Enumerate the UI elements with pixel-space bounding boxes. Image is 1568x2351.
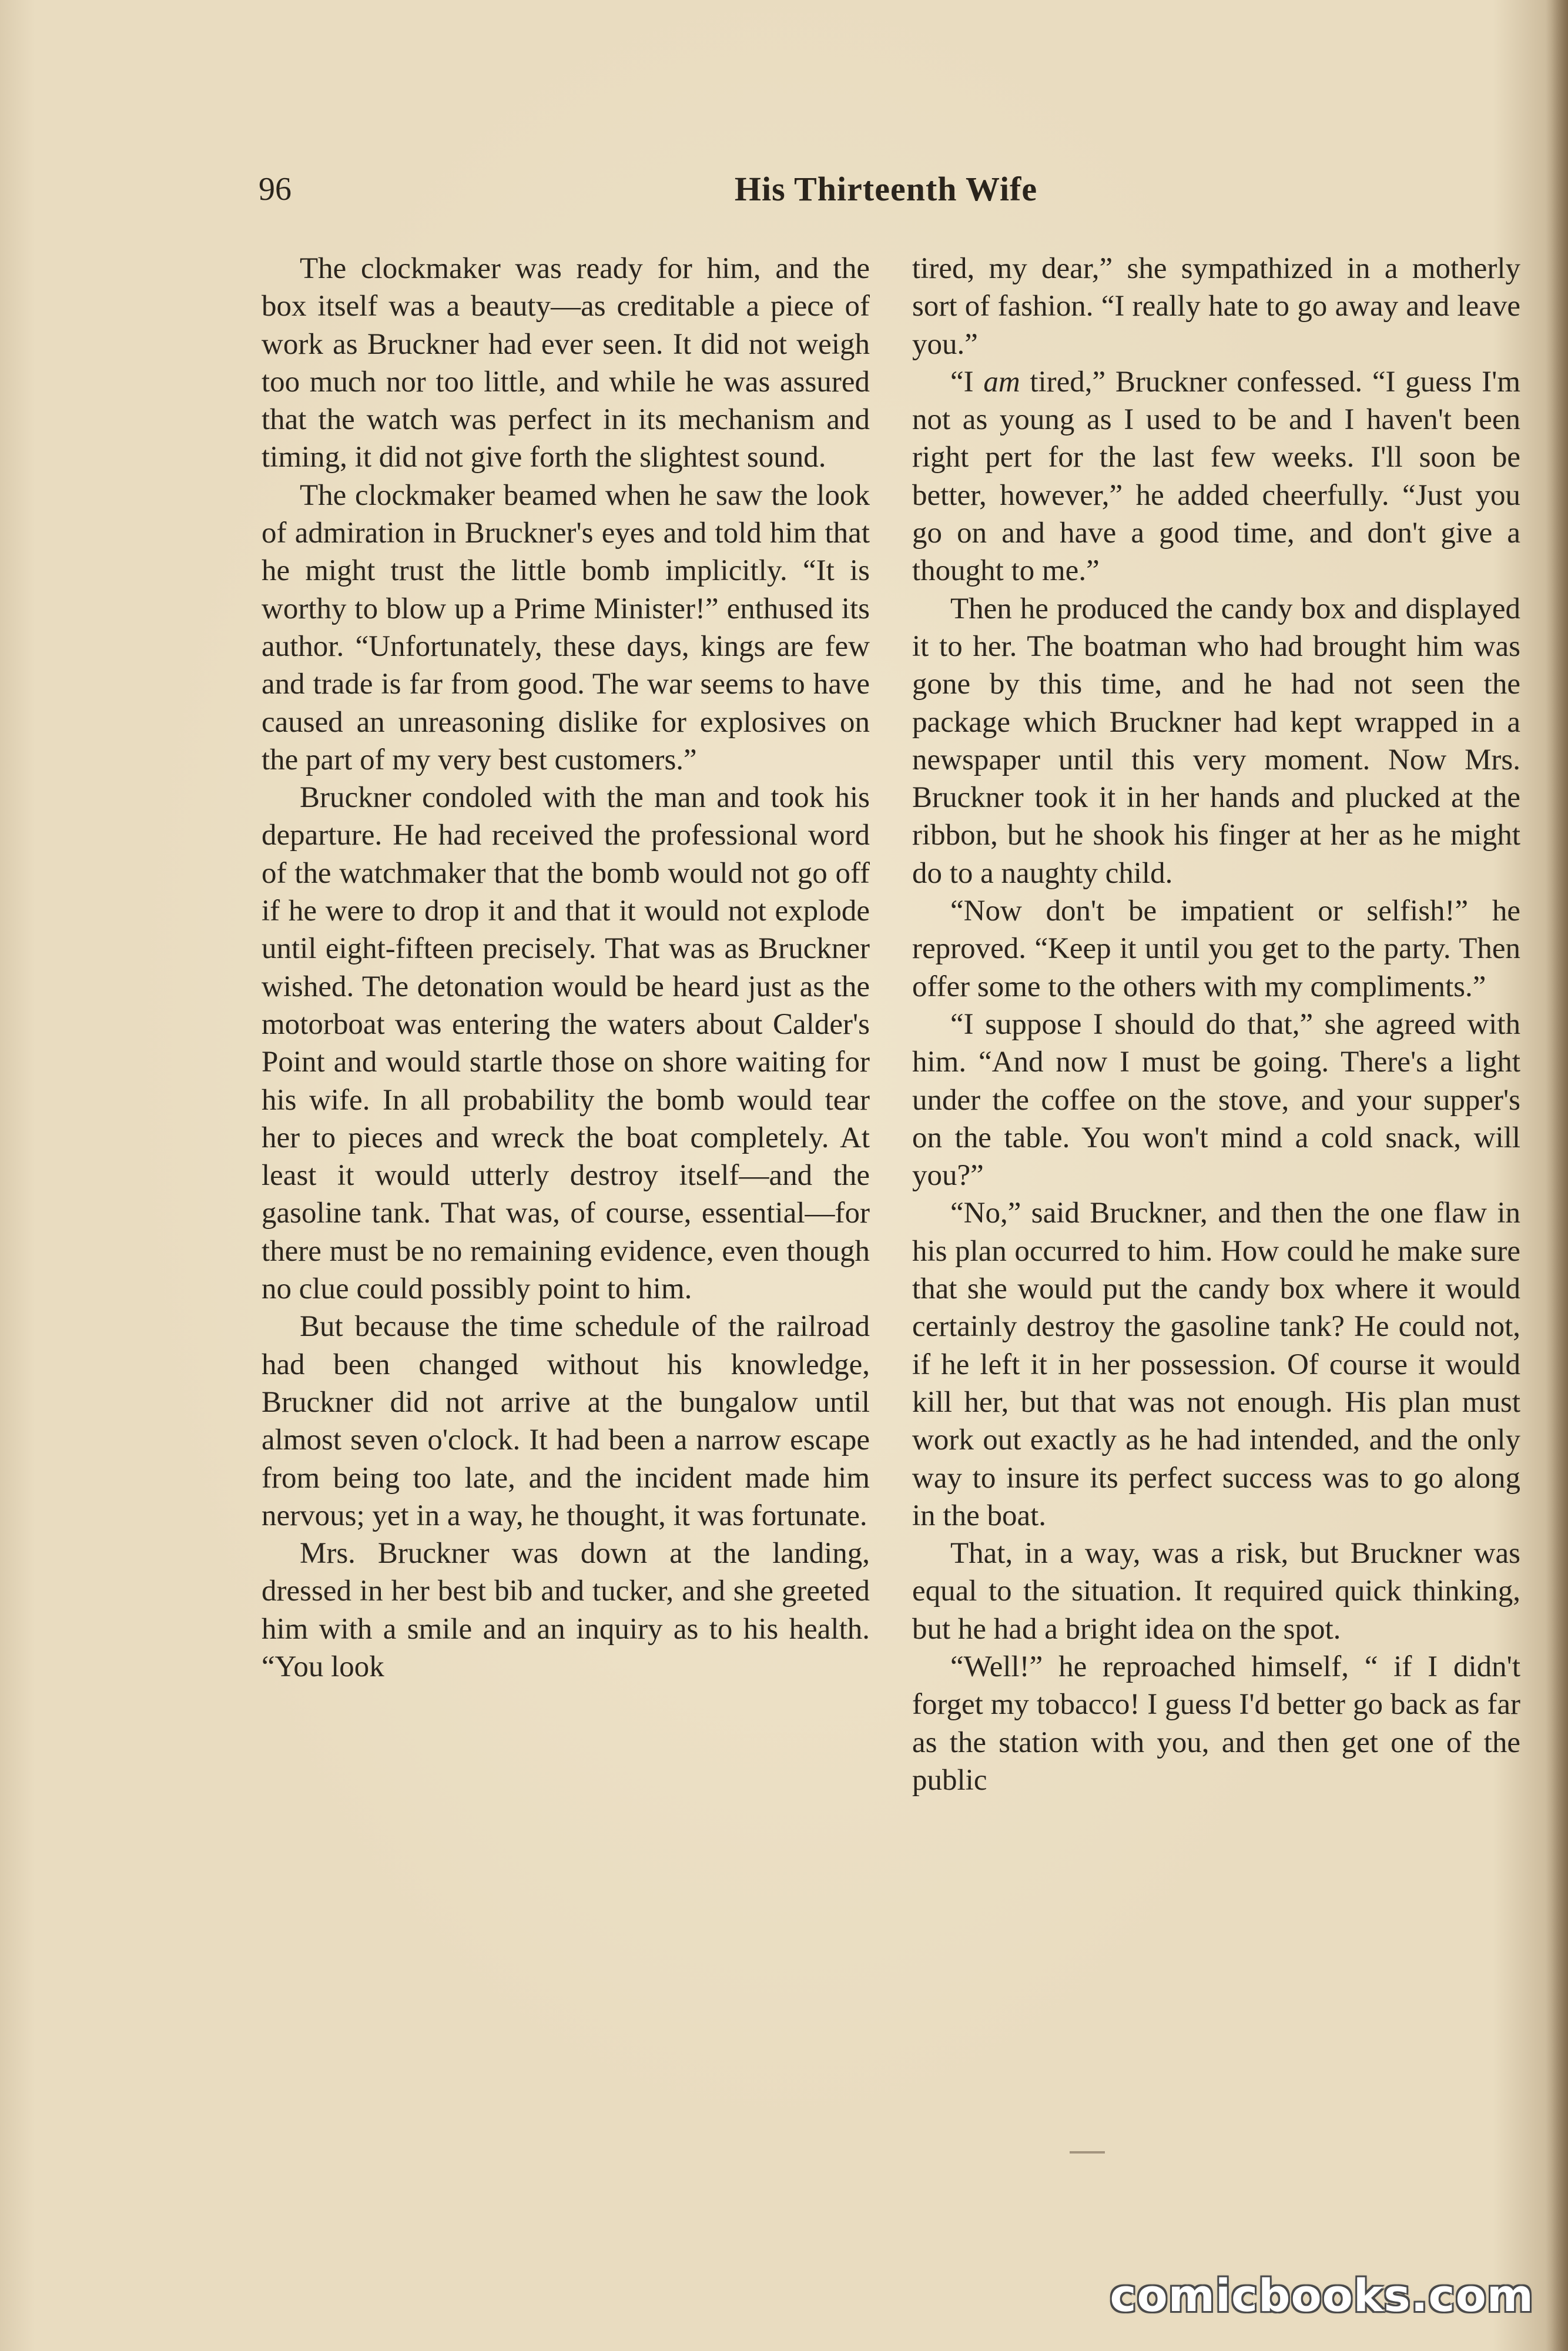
- running-title: His Thirteenth Wife: [734, 170, 1038, 208]
- emphasized-word: am: [983, 365, 1020, 398]
- paragraph: “Well!” he reproached himself, “ if I didn't forget my tobacco! I guess I'd better go back as far as the station with you, and then get one of the public: [912, 1650, 1520, 1797]
- paragraph: But because the time schedule of the railroad had been changed without his knowledge, Bruckner did not arrive at the bungalow until almost seven o'clock. It had been a narrow escape from being too late, and the incident made him nervous; yet in a way, he thought, it was fortunate.: [262, 1310, 870, 1532]
- paragraph: That, in a way, was a risk, but Bruckner was equal to the situation. It required quick thinking, but he had a bright idea on the spot.: [912, 1537, 1520, 1646]
- paragraph: Mrs. Bruckner was down at the landing, dressed in her best bib and tucker, and she greeted him with a smile and an inquiry as to his health. “You look: [262, 1537, 870, 1683]
- paragraph: “I suppose I should do that,” she agreed with him. “And now I must be going. There's a light under the coffee on the stove, and your supper's on the table. You won't mind a cold snack, will you?”: [912, 1007, 1520, 1193]
- text-run: “I: [950, 365, 984, 398]
- watermark-logo: comicbooks.com: [1110, 2269, 1534, 2322]
- ink-mark: [1070, 2151, 1105, 2154]
- page-number: 96: [259, 171, 292, 207]
- paragraph-continued: tired, my dear,” she sympathized in a motherly sort of fashion. “I really hate to go away and leave you.”: [912, 252, 1520, 361]
- paragraph: Bruckner condoled with the man and took his departure. He had received the professional word of the watchmaker that the bomb would not go off if he were to drop it and that it would not explode until eight-fifteen precisely. That was as Bruckner wished. The detonation would be heard just as the motorboat was entering the waters about Calder's Point and would startle those on shore waiting for his wife. In all probability the bomb would tear her to pieces and wreck the boat completely. At least it would utterly destroy itself—and the gasoline tank. That was, of course, essential—for there must be no remaining evidence, even though no clue could possibly point to him.: [262, 781, 870, 1306]
- paragraph: The clockmaker was ready for him, and the box itself was a beauty—as creditable a piece of work as Bruckner had ever seen. It did not weigh too much nor too little, and while he was assured that the watch was perfect in its mechanism and timing, it did not give forth the slightest sound.: [262, 252, 870, 474]
- paragraph: “Now don't be impatient or selfish!” he reproved. “Keep it until you get to the party. Then offer some to the others with my compliments.”: [912, 895, 1520, 1003]
- right-text-column: [912, 250, 1520, 1799]
- paragraph: Then he produced the candy box and displayed it to her. The boatman who had brought him was gone by this time, and he had not seen the package which Bruckner had kept wrapped in a newspaper until this very moment. Now Mrs. Bruckner took it in her hands and plucked at the ribbon, but he shook his finger at her as he might do to a naughty child.: [912, 592, 1520, 890]
- left-text-column: [262, 250, 870, 1686]
- text-run: tired,” Bruckner confessed. “I guess I'm not as young as I used to be and I haven't been right pert for the last few weeks. I'll soon be better, however,” he added cheerfully. “Just you go on and have a good time, and don't give a thought to me.”: [912, 365, 1520, 588]
- paragraph: The clockmaker beamed when he saw the look of admiration in Bruckner's eyes and told him that he might trust the little bomb implicitly. “It is worthy to blow up a Prime Minister!” enthused its author. “Unfortunately, these days, kings are few and trade is far from good. The war seems to have caused an unreasoning dislike for explosives on the part of my very best customers.”: [262, 478, 870, 776]
- paragraph: “No,” said Bruckner, and then the one flaw in his plan occurred to him. How could he make sure that she would put the candy box where it would certainly destroy the gasoline tank? He could not, if he left it in her possession. Of course it would kill her, but that was not enough. His plan must work out exactly as he had intended, and the only way to insure its perfect success was to go along in the boat.: [912, 1197, 1520, 1532]
- page-edge-shadow: [1546, 0, 1568, 2351]
- paragraph: [912, 363, 1520, 590]
- page-header: [259, 166, 1513, 213]
